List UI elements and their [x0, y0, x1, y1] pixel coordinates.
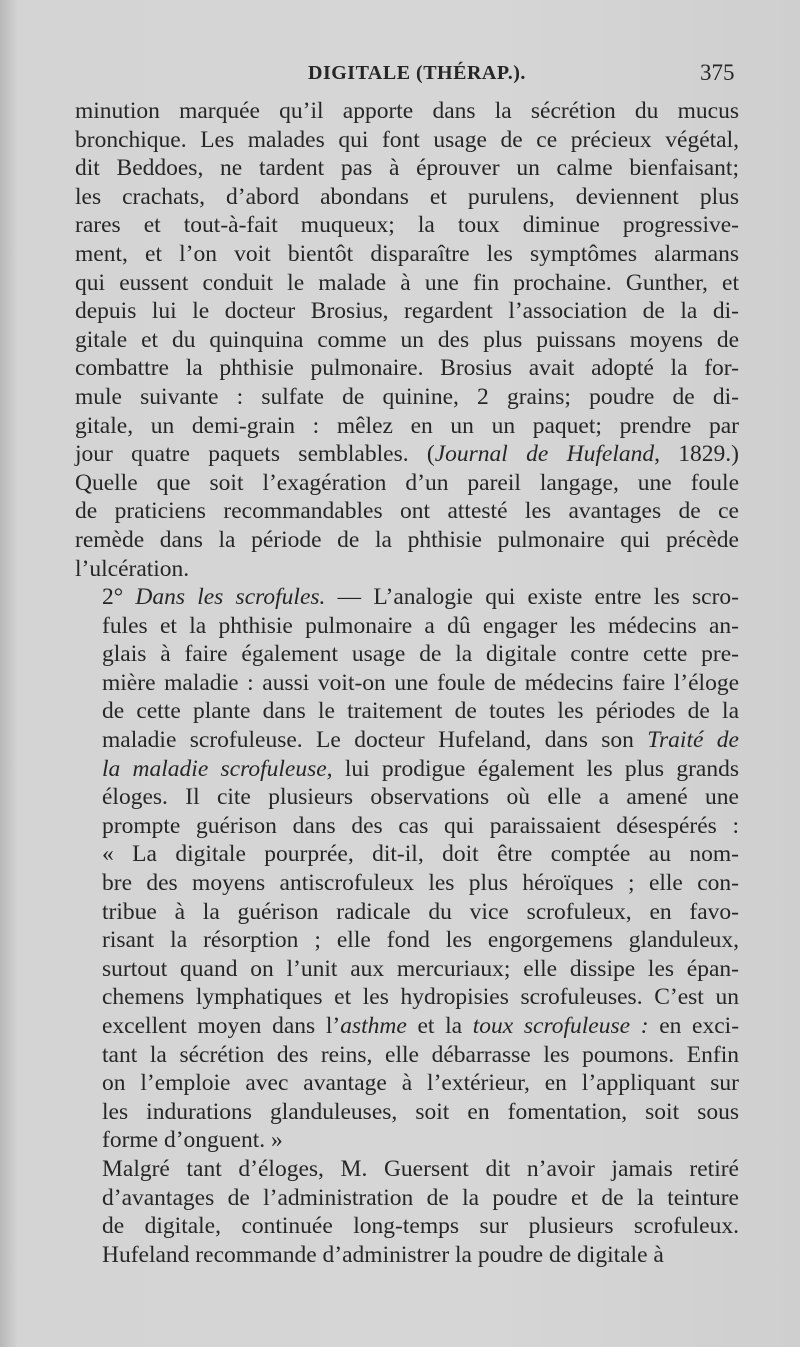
- text-line: mule suivante : sulfate de quinine, 2 grains; poudre de di-: [75, 383, 739, 410]
- text-line: [75, 583, 739, 612]
- text-run: en exci-: [648, 1013, 740, 1039]
- text-line: les crachats, d’abord abondans et purulens, deviennent plus: [75, 183, 739, 210]
- text-line: gitale, un demi-grain : mêlez en un un paquet; prendre par: [75, 412, 739, 439]
- text-line: risant la résorption ; elle fond les engorgemens glanduleux,: [102, 927, 739, 954]
- text-line: bre des moyens antiscrofuleux les plus héroïques ; elle con-: [102, 870, 739, 897]
- text-line: tant la sécrétion des reins, elle débarrasse les poumons. Enfin: [102, 1041, 739, 1068]
- text-run: 2°: [102, 584, 136, 611]
- text-run: et la: [406, 1013, 473, 1039]
- text-line: fules et la phthisie pulmonaire a dû engager les médecins an-: [102, 612, 739, 639]
- text-line: « La digitale pourprée, dit-il, doit être comptée au nom-: [102, 841, 739, 868]
- text-line: forme d’onguent. »: [102, 1127, 283, 1154]
- text-line: on l’emploie avec avantage à l’extérieur, en l’appliquant sur: [102, 1070, 739, 1097]
- italic-text: la maladie scrofuleuse,: [102, 755, 333, 782]
- text-line: Hufeland recommande d’administrer la poudre de digitale à: [102, 1241, 664, 1268]
- text-line: l’ulcération.: [75, 555, 190, 582]
- text-line: les indurations glanduleuses, soit en fomentation, soit sous: [102, 1098, 739, 1125]
- text-line: qui eussent conduit le malade à une fin prochaine. Gunther, et: [75, 269, 739, 296]
- text-run: , 1829.): [654, 441, 739, 468]
- text-line: Malgré tant d’éloges, M. Guersent dit n’avoir jamais retiré: [102, 1155, 739, 1182]
- text-run: jour quatre paquets semblables. (: [75, 441, 435, 468]
- italic-text: Traité de: [647, 727, 739, 754]
- italic-text: Dans les scrofules.: [135, 584, 326, 611]
- text-line: Quelle que soit l’exagération d’un pareil langage, une foule: [75, 469, 739, 496]
- text-line: [75, 1012, 739, 1041]
- text-line: rares et tout-à-fait muqueux; la toux diminue progressive-: [75, 212, 739, 239]
- text-line: mière maladie : aussi voit-on une foule de médecins faire l’éloge: [102, 669, 739, 696]
- text-line: dit Beddoes, ne tardent pas à éprouver un calme bienfaisant;: [75, 155, 739, 182]
- text-run: excellent moyen dans l’: [102, 1013, 341, 1039]
- text-line: combattre la phthisie pulmonaire. Brosius avait adopté la for-: [75, 355, 739, 382]
- text-line: [75, 755, 739, 784]
- text-run: maladie scrofuleuse. Le docteur Hufeland, dans son: [102, 727, 648, 754]
- paragraph-1: [75, 97, 739, 583]
- text-line: gitale et du quinquina comme un des plus puissans moyens de: [75, 326, 739, 353]
- text-line: éloges. Il cite plusieurs observations où elle a amené une: [102, 784, 739, 811]
- paragraph-3: [75, 1155, 739, 1269]
- text-run: lui prodigue également les plus grands: [332, 755, 739, 782]
- italic-text: toux scrofuleuse :: [472, 1013, 649, 1039]
- text-line: minution marquée qu’il apporte dans la sécrétion du mucus: [75, 98, 739, 124]
- paragraph-2: [75, 583, 739, 1155]
- page-number: 375: [700, 60, 735, 85]
- text-line: [75, 726, 739, 755]
- italic-text: asthme: [340, 1013, 407, 1039]
- text-line: chemens lymphatiques et les hydropisies scrofuleuses. C’est un: [102, 984, 739, 1011]
- text-line: remède dans la période de la phthisie pulmonaire qui précède: [75, 526, 739, 553]
- text-line: surtout quand on l’unit aux mercuriaux; elle dissipe les épan-: [102, 955, 739, 982]
- text-line: [75, 440, 739, 469]
- text-line: tribue à la guérison radicale du vice scrofuleux, en favo-: [102, 898, 739, 925]
- text-line: bronchique. Les malades qui font usage de ce précieux végétal,: [75, 126, 739, 153]
- text-line: glais à faire également usage de la digitale contre cette pre-: [102, 641, 739, 668]
- running-header: [0, 56, 800, 94]
- text-run: — L’analogie qui existe entre les scro-: [325, 584, 739, 611]
- text-line: de digitale, continuée long-temps sur plusieurs scrofuleux.: [102, 1213, 739, 1240]
- text-line: ment, et l’on voit bientôt disparaître les symptômes alarmans: [75, 240, 739, 267]
- body-text: [75, 97, 739, 1269]
- text-line: prompte guérison dans des cas qui paraissaient désespérés :: [102, 812, 739, 839]
- italic-text: Journal de Hufeland: [434, 441, 655, 468]
- running-title: DIGITALE (THÉRAP.).: [308, 62, 526, 84]
- text-line: d’avantages de l’administration de la poudre et de la teinture: [102, 1184, 739, 1211]
- text-line: de praticiens recommandables ont attesté les avantages de ce: [75, 498, 739, 525]
- text-line: de cette plante dans le traitement de toutes les périodes de la: [102, 698, 739, 725]
- text-line: depuis lui le docteur Brosius, regardent l’association de la di-: [75, 298, 739, 325]
